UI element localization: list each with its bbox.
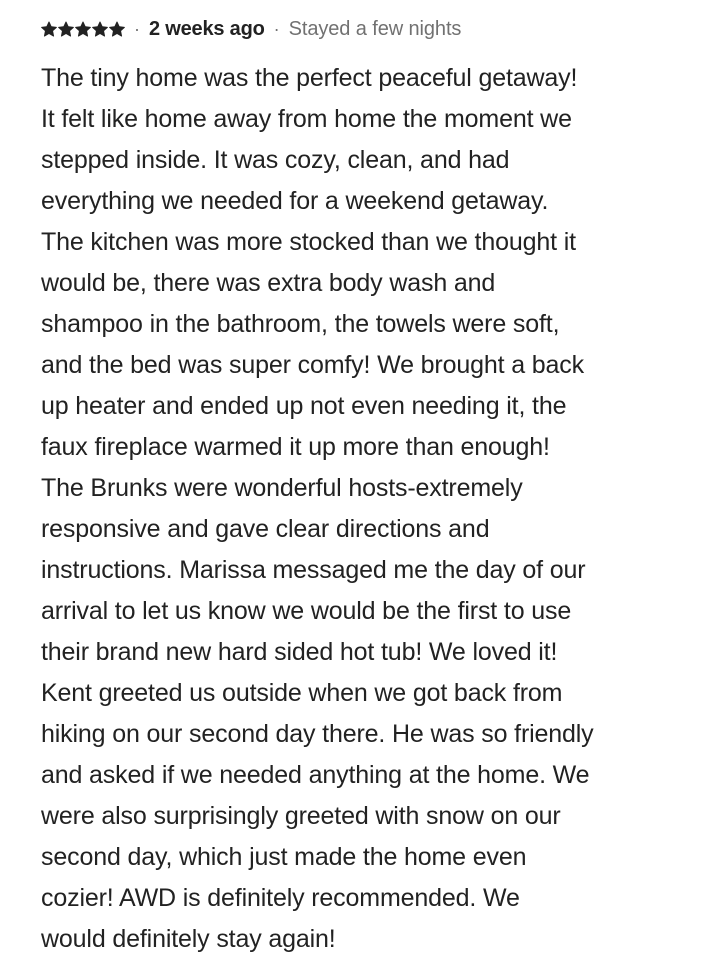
review-text-line: cozier! AWD is definitely recommended. We [41, 884, 520, 912]
review-text-line: faux fireplace warmed it up more than enough! [41, 433, 550, 461]
review-text-line: would be, there was extra body wash and [41, 269, 496, 297]
stay-duration: Stayed a few nights [288, 17, 462, 40]
review-text-line: were also surprisingly greeted with snow on our [41, 802, 561, 830]
star-icon [58, 21, 74, 37]
separator-dot: · [134, 18, 140, 39]
review-text-line: instructions. Marissa messaged me the day of our [41, 556, 586, 584]
review-text-line: arrival to let us know we would be the first to use [41, 597, 572, 625]
separator-dot: · [273, 18, 280, 39]
review-meta [41, 14, 681, 44]
review-text-line: second day, which just made the home even [41, 843, 527, 871]
review-text-line: responsive and gave clear directions and [41, 515, 490, 543]
review-text-line: The Brunks were wonderful hosts-extremely [41, 474, 523, 502]
review-text-line: Kent greeted us outside when we got back from [41, 679, 563, 707]
review-text-line: shampoo in the bathroom, the towels were soft, [41, 310, 560, 338]
review-text-line: The kitchen was more stocked than we thought it [41, 228, 576, 256]
review-text-line: hiking on our second day there. He was so friendly [41, 720, 594, 748]
review-text-line: The tiny home was the perfect peaceful getaway! [41, 64, 578, 92]
review-text-line: and asked if we needed anything at the home. We [41, 761, 590, 789]
review-text-line: everything we needed for a weekend getaway. [41, 187, 549, 215]
review-date: 2 weeks ago [149, 17, 265, 40]
review-text-line: their brand new hard sided hot tub! We loved it! [41, 638, 558, 666]
star-icon [109, 21, 125, 37]
review-text-line: stepped inside. It was cozy, clean, and had [41, 146, 510, 174]
star-icon [92, 21, 108, 37]
star-icon [75, 21, 91, 37]
review-text-line: It felt like home away from home the moment we [41, 105, 572, 133]
review-text-line: and the bed was super comfy! We brought a back [41, 351, 584, 379]
review-text [41, 58, 681, 960]
star-icon [41, 21, 57, 37]
review-text-line: would definitely stay again! [41, 925, 336, 953]
star-rating [41, 21, 125, 37]
review-card [41, 14, 681, 960]
review-text-line: up heater and ended up not even needing it, the [41, 392, 567, 420]
